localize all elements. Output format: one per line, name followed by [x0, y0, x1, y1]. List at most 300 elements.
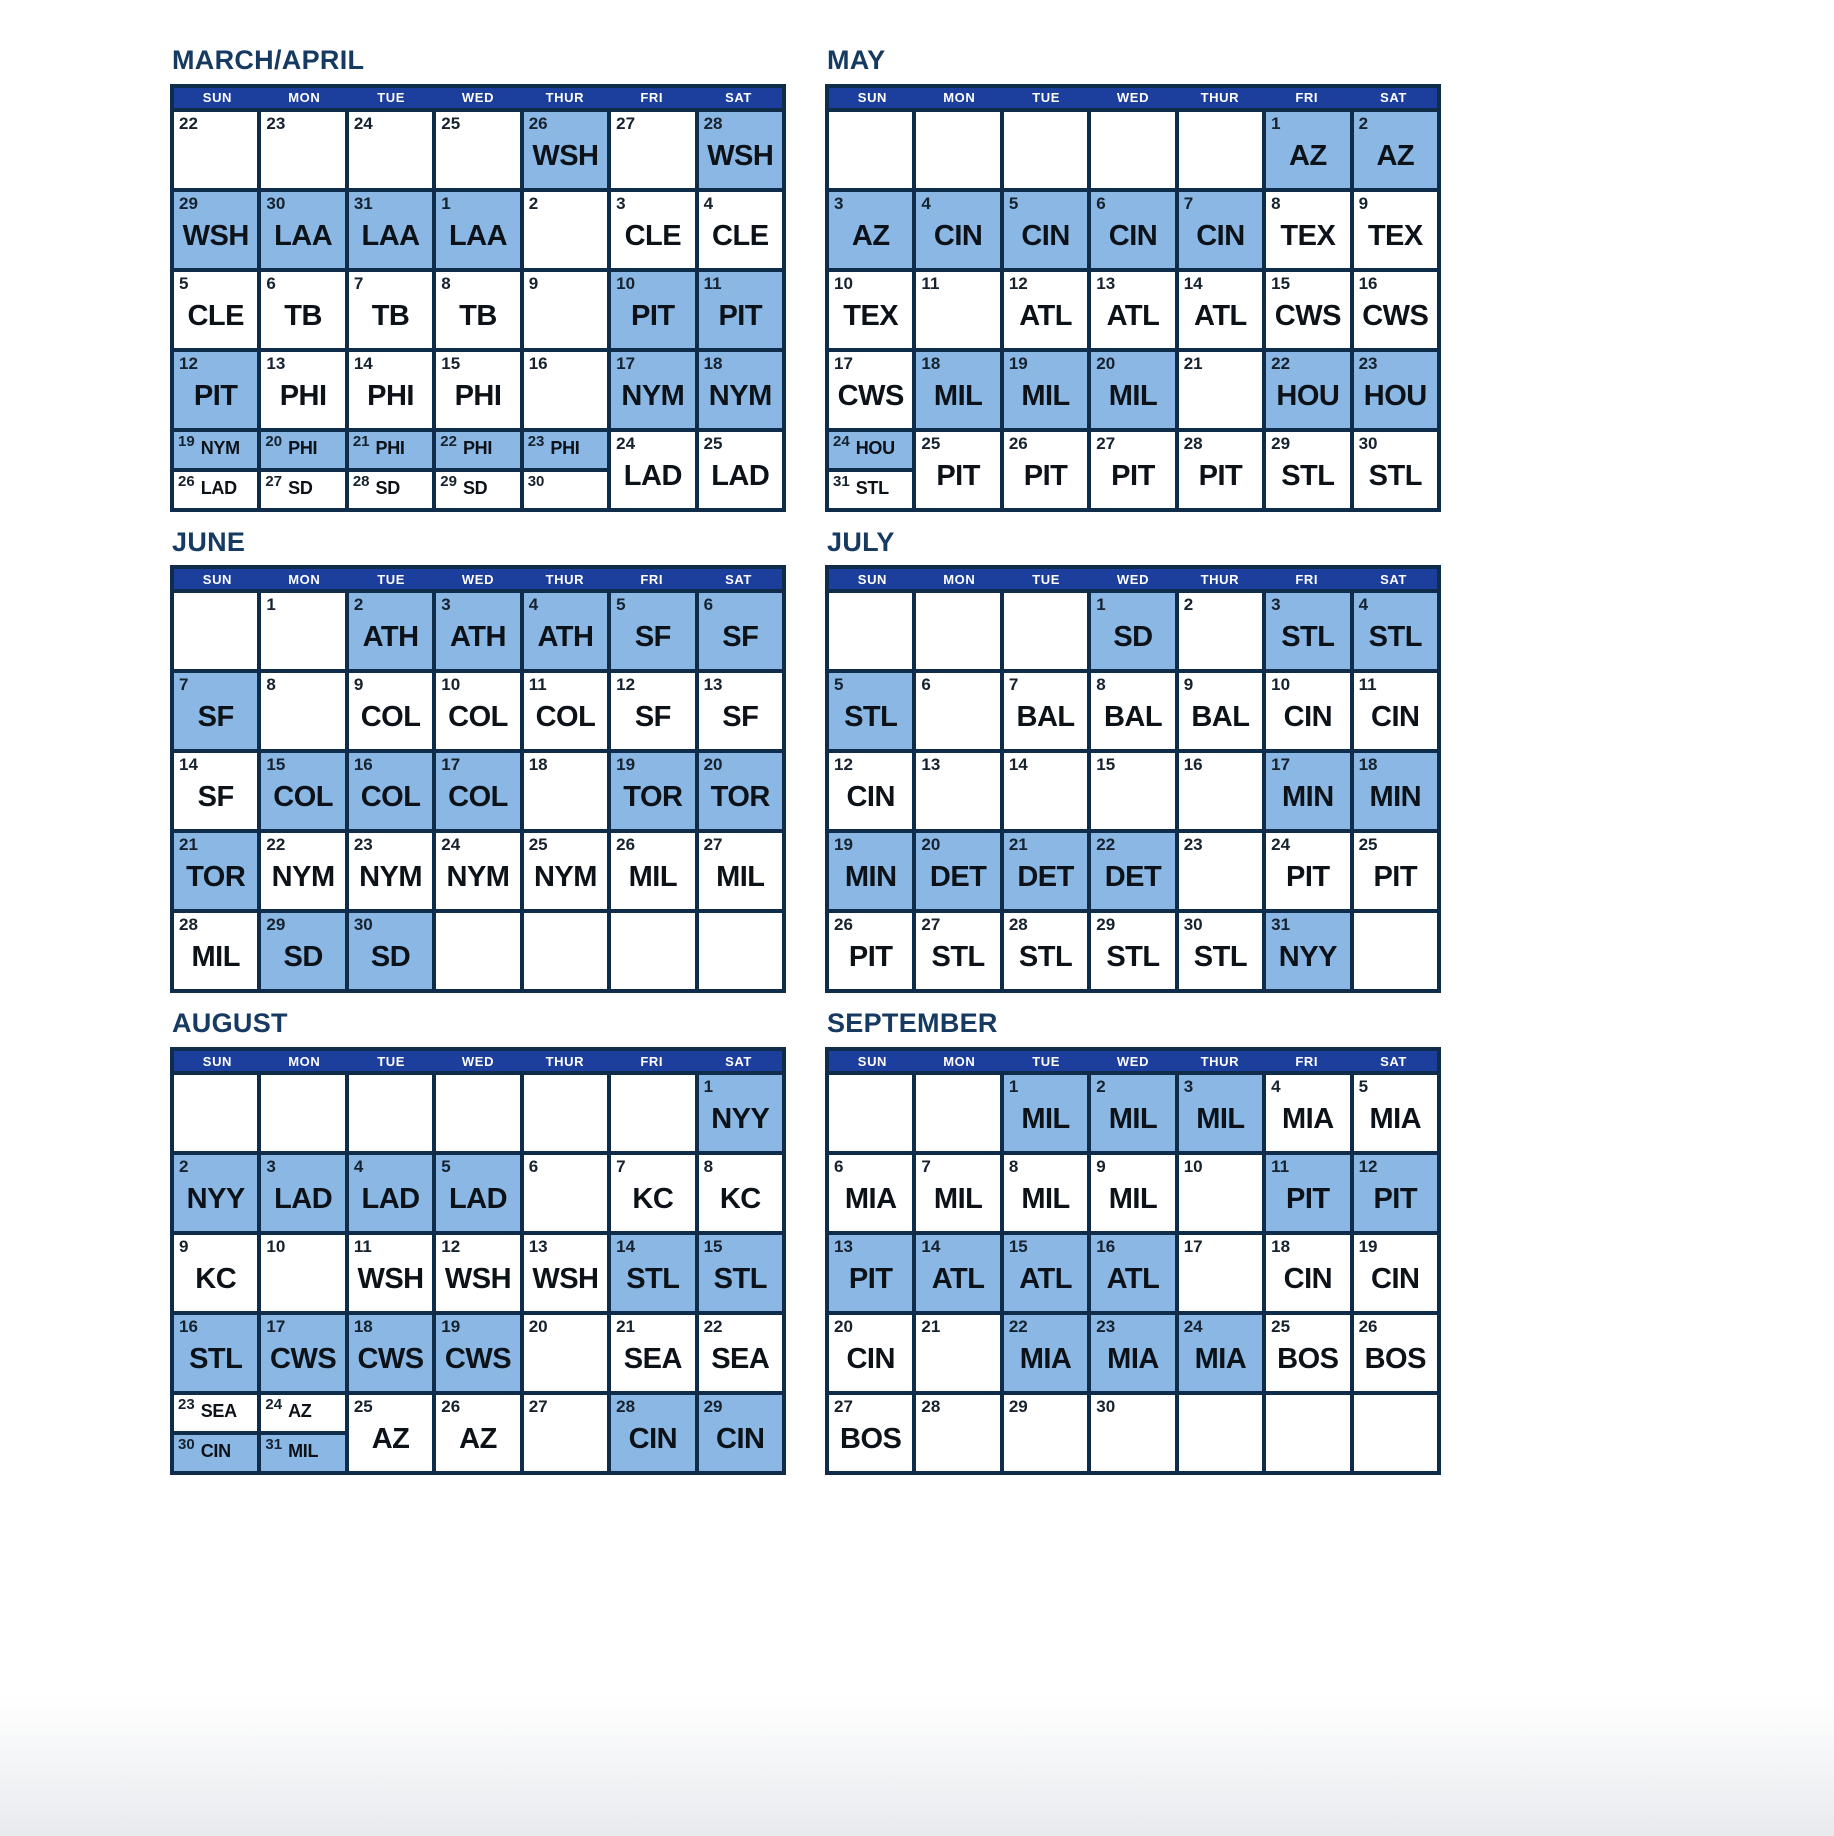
team-abbr: MIN — [844, 861, 897, 894]
day-cell — [349, 593, 432, 669]
day-number: 4 — [1358, 595, 1369, 615]
day-number: 11 — [528, 675, 547, 695]
day-cell — [699, 112, 782, 188]
team-abbr: LAD — [711, 459, 770, 492]
day-number: 13 — [921, 755, 941, 775]
team-abbr: CIN — [200, 1441, 231, 1462]
team-abbr: STL — [713, 1263, 767, 1296]
team-abbr: BOS — [1277, 1343, 1339, 1376]
month-block — [170, 46, 786, 512]
team-abbr: CIN — [1371, 701, 1420, 734]
day-cell — [436, 352, 519, 428]
day-cell — [349, 1075, 432, 1151]
team-abbr: STL — [1368, 459, 1422, 492]
day-cell — [1179, 112, 1262, 188]
day-cell — [174, 593, 257, 669]
team-abbr: SF — [722, 701, 759, 734]
team-abbr: SD — [1113, 621, 1153, 654]
day-cell — [1354, 1155, 1437, 1231]
split-half — [261, 472, 344, 508]
team-abbr: TB — [459, 299, 497, 332]
day-number: 14 — [1183, 273, 1203, 293]
day-number: 29 — [703, 1397, 723, 1417]
day-cell — [349, 1155, 432, 1231]
day-number: 8 — [1271, 193, 1281, 213]
day-number: 14 — [179, 755, 198, 775]
day-number: 25 — [441, 113, 461, 133]
weekday-header-row — [174, 88, 782, 108]
day-number: 28 — [921, 1397, 941, 1417]
day-cell — [611, 112, 694, 188]
day-cell — [349, 1235, 432, 1311]
month-title: MARCH/APRIL — [172, 45, 365, 75]
day-number: 23 — [178, 1396, 195, 1414]
day-cell — [349, 1315, 432, 1391]
day-number: 12 — [1008, 273, 1028, 293]
month-block — [170, 1009, 786, 1475]
day-number: 24 — [833, 432, 850, 450]
day-cell — [436, 1075, 519, 1151]
day-cell — [829, 272, 912, 348]
day-number: 8 — [1096, 675, 1106, 695]
day-cell — [1004, 192, 1087, 268]
day-number: 24 — [265, 1396, 283, 1414]
weekday-label: WED — [461, 1053, 495, 1069]
day-cell — [829, 1155, 912, 1231]
team-abbr: WSH — [532, 1263, 599, 1296]
day-number: 19 — [834, 835, 853, 855]
day-number: 12 — [616, 675, 636, 695]
day-number: 4 — [703, 193, 714, 213]
split-half — [174, 1435, 257, 1471]
day-number: 16 — [353, 755, 373, 775]
day-number: 27 — [528, 1397, 548, 1417]
team-abbr: MIA — [1107, 1343, 1159, 1376]
team-abbr: PIT — [1373, 1183, 1418, 1216]
day-cell — [261, 1315, 344, 1391]
day-number: 13 — [834, 1237, 853, 1257]
day-number: 10 — [616, 273, 636, 293]
team-abbr: CIN — [846, 1343, 895, 1376]
day-cell — [436, 1395, 519, 1471]
day-number: 8 — [441, 273, 451, 293]
day-cell — [611, 753, 694, 829]
day-number: 3 — [834, 193, 844, 213]
day-cell — [1091, 1155, 1174, 1231]
day-number: 2 — [1096, 1077, 1106, 1097]
day-cell — [174, 112, 257, 188]
weekday-label: FRI — [1295, 90, 1319, 106]
day-cell — [611, 833, 694, 909]
day-number: 1 — [1096, 595, 1106, 615]
day-cell — [1179, 432, 1262, 508]
day-number: 5 — [1358, 1077, 1369, 1097]
day-cell — [436, 112, 519, 188]
day-number: 28 — [1008, 915, 1028, 935]
day-cell — [829, 192, 912, 268]
team-abbr: MIN — [1369, 781, 1422, 814]
team-abbr: DET — [929, 861, 987, 894]
team-abbr: CWS — [270, 1343, 337, 1376]
day-cell — [1004, 352, 1087, 428]
team-abbr: MIL — [191, 941, 240, 974]
team-abbr: HOU — [855, 437, 895, 458]
month-calendar — [825, 84, 1441, 512]
day-number: 15 — [703, 1237, 723, 1257]
team-abbr: PIT — [1286, 1183, 1330, 1216]
day-number: 18 — [528, 755, 548, 775]
day-cell — [436, 1235, 519, 1311]
day-cell — [916, 593, 999, 669]
day-number: 24 — [1183, 1317, 1203, 1337]
day-cell — [1266, 112, 1349, 188]
team-abbr: TOR — [710, 781, 770, 814]
day-number: 1 — [1271, 113, 1281, 133]
day-number: 20 — [703, 755, 723, 775]
team-abbr: AZ — [1376, 139, 1415, 172]
day-number: 3 — [266, 1157, 276, 1177]
split-day-cell — [524, 432, 607, 508]
day-cell — [1266, 352, 1349, 428]
team-abbr: PHI — [288, 437, 318, 458]
day-number: 6 — [266, 273, 276, 293]
day-cell — [524, 272, 607, 348]
team-abbr: TOR — [623, 781, 683, 814]
team-abbr: CWS — [1362, 299, 1429, 332]
day-number: 22 — [440, 432, 457, 450]
day-cell — [1179, 352, 1262, 428]
weekday-label: THUR — [1200, 571, 1240, 587]
month-title: MAY — [827, 45, 886, 75]
day-number: 21 — [921, 1317, 941, 1337]
day-cell — [1354, 753, 1437, 829]
day-number: 11 — [1271, 1157, 1290, 1177]
day-cell — [1266, 913, 1349, 989]
split-day-cell — [349, 432, 432, 508]
weekday-label: FRI — [1295, 571, 1319, 587]
day-number: 4 — [353, 1157, 364, 1177]
team-abbr: ATL — [1106, 1263, 1160, 1296]
team-abbr: MIL — [933, 1183, 983, 1216]
day-number: 4 — [921, 193, 931, 213]
day-number: 20 — [265, 432, 283, 450]
team-abbr: BAL — [1016, 701, 1075, 734]
team-abbr: PIT — [718, 299, 763, 332]
team-abbr: COL — [360, 701, 421, 734]
day-cell — [1266, 1315, 1349, 1391]
day-number: 19 — [1008, 353, 1028, 373]
day-cell — [524, 1395, 607, 1471]
day-number: 17 — [1183, 1237, 1203, 1257]
day-cell — [1354, 272, 1437, 348]
day-number: 16 — [1358, 273, 1378, 293]
team-abbr: ATL — [1194, 299, 1247, 332]
team-abbr: STL — [1281, 459, 1335, 492]
day-number: 5 — [616, 595, 626, 615]
team-abbr: NYM — [621, 379, 685, 412]
weekday-header-row — [829, 1051, 1437, 1071]
day-cell — [1354, 1315, 1437, 1391]
day-cell — [1091, 673, 1174, 749]
team-abbr: ATH — [537, 621, 594, 654]
day-number: 11 — [703, 273, 722, 293]
team-abbr: NYM — [359, 861, 423, 894]
weekday-label: FRI — [1295, 1053, 1319, 1069]
day-number: 6 — [1096, 193, 1106, 213]
day-cell — [349, 112, 432, 188]
day-cell — [1266, 1235, 1349, 1311]
day-cell — [829, 352, 912, 428]
day-cell — [829, 673, 912, 749]
day-cell — [1179, 1315, 1262, 1391]
team-abbr: DET — [1104, 861, 1162, 894]
day-number: 3 — [616, 193, 626, 213]
day-number: 26 — [441, 1397, 461, 1417]
day-cell — [699, 1155, 782, 1231]
team-abbr: ATH — [362, 621, 419, 654]
split-day-cell — [261, 432, 344, 508]
day-cell — [699, 1235, 782, 1311]
day-number: 18 — [1271, 1237, 1291, 1257]
day-cell — [349, 352, 432, 428]
team-abbr: WSH — [707, 139, 774, 172]
team-abbr: WSH — [532, 139, 599, 172]
day-cell — [1354, 1235, 1437, 1311]
day-cell — [174, 352, 257, 428]
day-number: 27 — [616, 113, 636, 133]
team-abbr: NYM — [446, 861, 510, 894]
day-cell — [1091, 1395, 1174, 1471]
day-number: 21 — [1183, 353, 1203, 373]
day-cell — [174, 1315, 257, 1391]
team-abbr: SEA — [711, 1343, 770, 1376]
day-cell — [349, 833, 432, 909]
team-abbr: PIT — [193, 379, 238, 412]
team-abbr: KC — [632, 1183, 674, 1216]
day-number: 17 — [266, 1317, 286, 1337]
team-abbr: LAD — [448, 1183, 508, 1216]
day-cell — [261, 1235, 344, 1311]
day-cell — [829, 1395, 912, 1471]
team-abbr: STL — [1106, 941, 1160, 974]
day-number: 26 — [616, 835, 636, 855]
team-abbr: PIT — [1286, 861, 1330, 894]
weekday-label: WED — [1116, 571, 1150, 587]
day-cell — [699, 673, 782, 749]
day-number: 15 — [1271, 273, 1291, 293]
weekday-label: SUN — [202, 571, 233, 587]
day-number: 4 — [1271, 1077, 1281, 1097]
team-abbr: SD — [283, 941, 323, 974]
day-cell — [916, 833, 999, 909]
day-cell — [699, 352, 782, 428]
day-number: 28 — [179, 915, 198, 935]
day-number: 30 — [266, 193, 286, 213]
weekday-header-row — [829, 88, 1437, 108]
team-abbr: MIL — [1021, 379, 1070, 412]
team-abbr: SF — [634, 701, 671, 734]
day-number: 1 — [441, 193, 451, 213]
day-cell — [174, 192, 257, 268]
day-cell — [174, 833, 257, 909]
day-number: 25 — [353, 1397, 373, 1417]
weekday-label: SAT — [1380, 90, 1407, 106]
day-number: 22 — [703, 1317, 723, 1337]
team-abbr: CIN — [1283, 1263, 1333, 1296]
team-abbr: WSH — [357, 1263, 424, 1296]
day-number: 8 — [266, 675, 276, 695]
day-number: 28 — [616, 1397, 636, 1417]
team-abbr: MIA — [1282, 1103, 1334, 1136]
team-abbr: CLE — [712, 219, 769, 252]
day-cell — [1179, 1075, 1262, 1151]
team-abbr: COL — [273, 781, 333, 814]
day-cell — [1091, 833, 1174, 909]
day-number: 7 — [616, 1157, 626, 1177]
month-title: JUNE — [172, 526, 246, 557]
day-cell — [436, 1155, 519, 1231]
team-abbr: LAD — [274, 1183, 333, 1216]
day-number: 19 — [616, 755, 636, 775]
team-abbr: STL — [1193, 941, 1248, 974]
day-number: 13 — [1096, 273, 1116, 293]
day-cell — [1179, 593, 1262, 669]
team-abbr: NYM — [200, 437, 240, 458]
weekday-label: THUR — [1200, 1053, 1240, 1069]
day-number: 7 — [353, 273, 364, 293]
split-day-cell — [174, 432, 257, 508]
team-abbr: ATH — [450, 621, 506, 654]
day-number: 19 — [178, 432, 195, 450]
weekday-label: WED — [461, 571, 495, 587]
team-abbr: KC — [195, 1263, 237, 1296]
day-number: 25 — [1271, 1317, 1291, 1337]
day-cell — [1354, 833, 1437, 909]
day-number: 2 — [1183, 595, 1194, 615]
day-cell — [1004, 1235, 1087, 1311]
day-number: 13 — [703, 675, 723, 695]
team-abbr: NYY — [186, 1183, 245, 1216]
day-cell — [1004, 833, 1087, 909]
day-number: 16 — [1096, 1237, 1116, 1257]
team-abbr: STL — [189, 1343, 243, 1376]
day-cell — [611, 1155, 694, 1231]
weekday-label: MON — [943, 90, 976, 106]
day-cell — [1354, 913, 1437, 989]
day-number: 28 — [703, 113, 723, 133]
team-abbr: MIL — [1108, 379, 1158, 412]
weekday-label: WED — [461, 90, 495, 106]
day-cell — [524, 913, 607, 989]
day-number: 24 — [1271, 835, 1291, 855]
day-cell — [1179, 1155, 1262, 1231]
day-number: 20 — [921, 835, 941, 855]
day-number: 23 — [1358, 353, 1378, 373]
day-cell — [611, 1315, 694, 1391]
day-cell — [1354, 192, 1437, 268]
team-abbr: CWS — [1274, 299, 1341, 332]
day-cell — [436, 673, 519, 749]
team-abbr: LAD — [361, 1183, 420, 1216]
day-cell — [611, 593, 694, 669]
day-number: 21 — [1008, 835, 1028, 855]
day-number: 8 — [703, 1157, 714, 1177]
day-cell — [1091, 192, 1174, 268]
team-abbr: MIL — [716, 861, 765, 894]
day-number: 9 — [1358, 193, 1369, 213]
day-cell — [1354, 1075, 1437, 1151]
team-abbr: PIT — [848, 1263, 893, 1296]
day-number: 26 — [528, 113, 548, 133]
day-cell — [916, 432, 999, 508]
team-abbr: SF — [197, 781, 234, 814]
day-cell — [611, 432, 694, 508]
day-number: 17 — [441, 755, 461, 775]
day-cell — [261, 593, 344, 669]
day-number: 30 — [1183, 915, 1203, 935]
day-number: 6 — [834, 1157, 844, 1177]
day-number: 17 — [616, 353, 636, 373]
day-number: 22 — [179, 113, 198, 133]
team-abbr: MIL — [1021, 1183, 1070, 1216]
team-abbr: PHI — [375, 437, 405, 458]
day-number: 24 — [353, 113, 373, 133]
day-number: 12 — [834, 755, 853, 775]
month-block — [825, 46, 1441, 512]
team-abbr: TEX — [843, 299, 899, 332]
day-number: 28 — [1183, 433, 1203, 453]
day-number: 5 — [834, 675, 844, 695]
day-number: 10 — [1271, 675, 1291, 695]
month-calendar — [170, 84, 786, 512]
day-number: 1 — [703, 1077, 714, 1097]
team-abbr: MIL — [1196, 1103, 1245, 1136]
team-abbr: PIT — [848, 941, 893, 974]
team-abbr: LAA — [274, 219, 333, 252]
day-cell — [174, 1075, 257, 1151]
day-cell — [1266, 833, 1349, 909]
team-abbr: MIL — [1108, 1183, 1158, 1216]
team-abbr: PIT — [1111, 459, 1155, 492]
team-abbr: BAL — [1103, 701, 1163, 734]
split-half — [261, 1435, 344, 1471]
team-abbr: CIN — [1283, 701, 1333, 734]
team-abbr: MIL — [288, 1441, 319, 1462]
team-abbr: SEA — [623, 1343, 682, 1376]
weekday-label: TUE — [377, 1053, 406, 1069]
weekday-label: FRI — [640, 571, 664, 587]
team-abbr: CWS — [837, 379, 904, 412]
team-abbr: LAA — [448, 219, 508, 252]
month-block — [825, 528, 1441, 994]
day-cell — [916, 1155, 999, 1231]
team-abbr: LAD — [200, 477, 237, 498]
day-cell — [916, 272, 999, 348]
day-number: 9 — [353, 675, 364, 695]
day-cell — [829, 1235, 912, 1311]
weekday-label: THUR — [545, 571, 585, 587]
day-cell — [436, 1315, 519, 1391]
day-number: 20 — [1096, 353, 1116, 373]
team-abbr: SEA — [200, 1401, 237, 1422]
day-cell — [699, 1075, 782, 1151]
team-abbr: NYM — [271, 861, 335, 894]
day-number: 31 — [265, 1436, 283, 1454]
day-cell — [1354, 112, 1437, 188]
team-abbr: SF — [722, 621, 759, 654]
day-cell — [829, 1075, 912, 1151]
team-abbr: SF — [197, 701, 234, 734]
